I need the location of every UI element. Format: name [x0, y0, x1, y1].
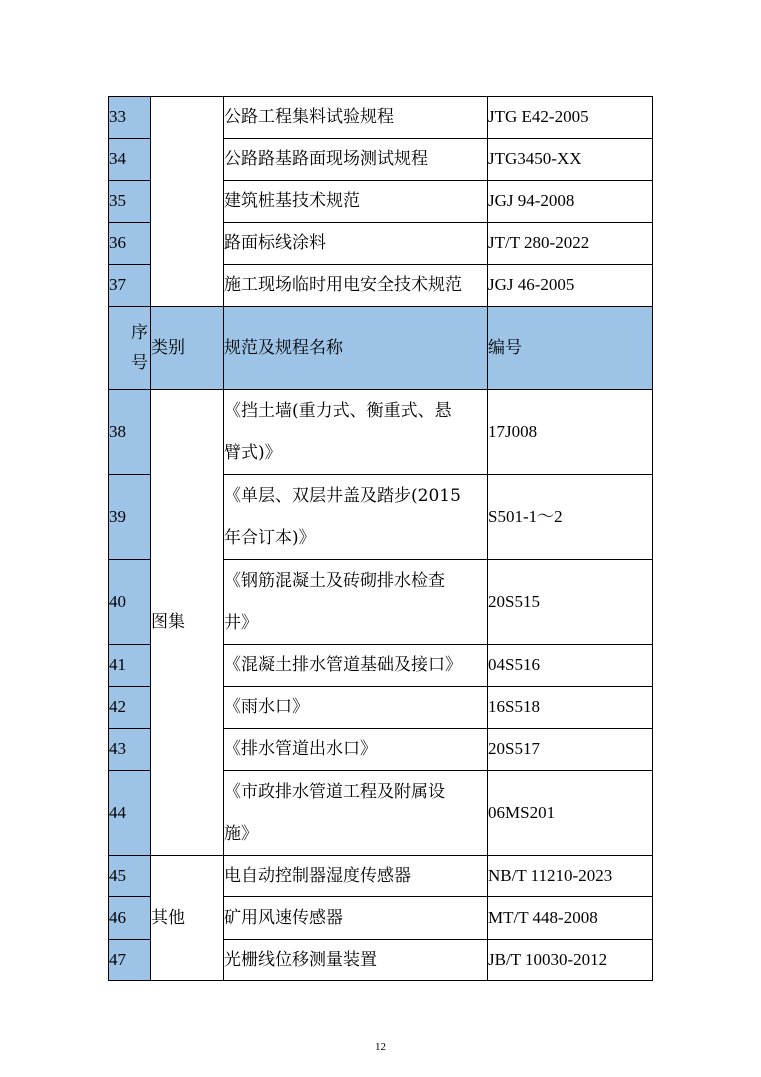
row-seq: 44: [109, 771, 151, 856]
row-seq: 34: [109, 139, 151, 181]
row-name: 矿用风速传感器: [224, 897, 488, 940]
row-code: JB/T 10030-2012: [488, 940, 653, 981]
row-seq: 37: [109, 265, 151, 307]
row-name: 施工现场临时用电安全技术规范: [224, 265, 488, 307]
row-seq: 35: [109, 181, 151, 223]
row-code: MT/T 448-2008: [488, 897, 653, 940]
header-name: 规范及规程名称: [224, 307, 488, 390]
row-seq: 47: [109, 940, 151, 981]
row-name: 《排水管道出水口》: [224, 729, 488, 771]
row-seq: 41: [109, 645, 151, 687]
row-seq: 33: [109, 97, 151, 139]
row-code: 20S517: [488, 729, 653, 771]
row-seq: 36: [109, 223, 151, 265]
header-seq: [109, 307, 151, 390]
row-category-empty: [151, 97, 224, 307]
row-name: 建筑桩基技术规范: [224, 181, 488, 223]
header-seq-line2: 号: [131, 353, 148, 373]
row-name: 公路路基路面现场测试规程: [224, 139, 488, 181]
row-name: [224, 771, 488, 856]
row-name: 《雨水口》: [224, 687, 488, 729]
header-seq-line1: 序: [131, 323, 148, 343]
category-other: 其他: [151, 856, 224, 981]
row-name-line2: 年合订本)》: [224, 528, 316, 548]
row-name-line1: 《挡土墙(重力式、衡重式、悬: [224, 401, 452, 421]
row-name-line1: 《单层、双层井盖及踏步(2015: [224, 486, 461, 506]
row-code: 17J008: [488, 390, 653, 475]
standards-table: [108, 96, 653, 981]
header-code: 编号: [488, 307, 653, 390]
row-code: JGJ 94-2008: [488, 181, 653, 223]
row-code: 20S515: [488, 560, 653, 645]
row-name: 电自动控制器湿度传感器: [224, 856, 488, 897]
table-row: [109, 390, 653, 475]
row-seq: 45: [109, 856, 151, 897]
row-name-line1: 《钢筋混凝土及砖砌排水检查: [224, 571, 445, 591]
header-category: 类别: [151, 307, 224, 390]
table-row: [109, 856, 653, 897]
table-header-row: [109, 307, 653, 390]
row-name: [224, 390, 488, 475]
row-name: 《混凝土排水管道基础及接口》: [224, 645, 488, 687]
row-code: S501-1～2: [488, 475, 653, 560]
category-atlas: 图集: [151, 390, 224, 856]
row-seq: 40: [109, 560, 151, 645]
row-seq: 39: [109, 475, 151, 560]
row-name: [224, 560, 488, 645]
table-row: [109, 97, 653, 139]
row-seq: 38: [109, 390, 151, 475]
row-name: [224, 475, 488, 560]
row-code: NB/T 11210-2023: [488, 856, 653, 897]
row-code: JTG3450-XX: [488, 139, 653, 181]
row-name-line2: 井》: [224, 613, 258, 633]
row-name: 路面标线涂料: [224, 223, 488, 265]
row-name-line2: 臂式)》: [224, 443, 282, 463]
row-code: JTG E42-2005: [488, 97, 653, 139]
page-number: 12: [375, 1041, 386, 1053]
row-code: 16S518: [488, 687, 653, 729]
row-seq: 46: [109, 897, 151, 940]
row-code: 06MS201: [488, 771, 653, 856]
row-name-line1: 《市政排水管道工程及附属设: [224, 782, 445, 802]
row-seq: 42: [109, 687, 151, 729]
row-name-line2: 施》: [224, 824, 258, 844]
row-seq: 43: [109, 729, 151, 771]
row-code: 04S516: [488, 645, 653, 687]
row-code: JT/T 280-2022: [488, 223, 653, 265]
row-name: 光栅线位移测量装置: [224, 940, 488, 981]
row-name: 公路工程集料试验规程: [224, 97, 488, 139]
row-code: JGJ 46-2005: [488, 265, 653, 307]
